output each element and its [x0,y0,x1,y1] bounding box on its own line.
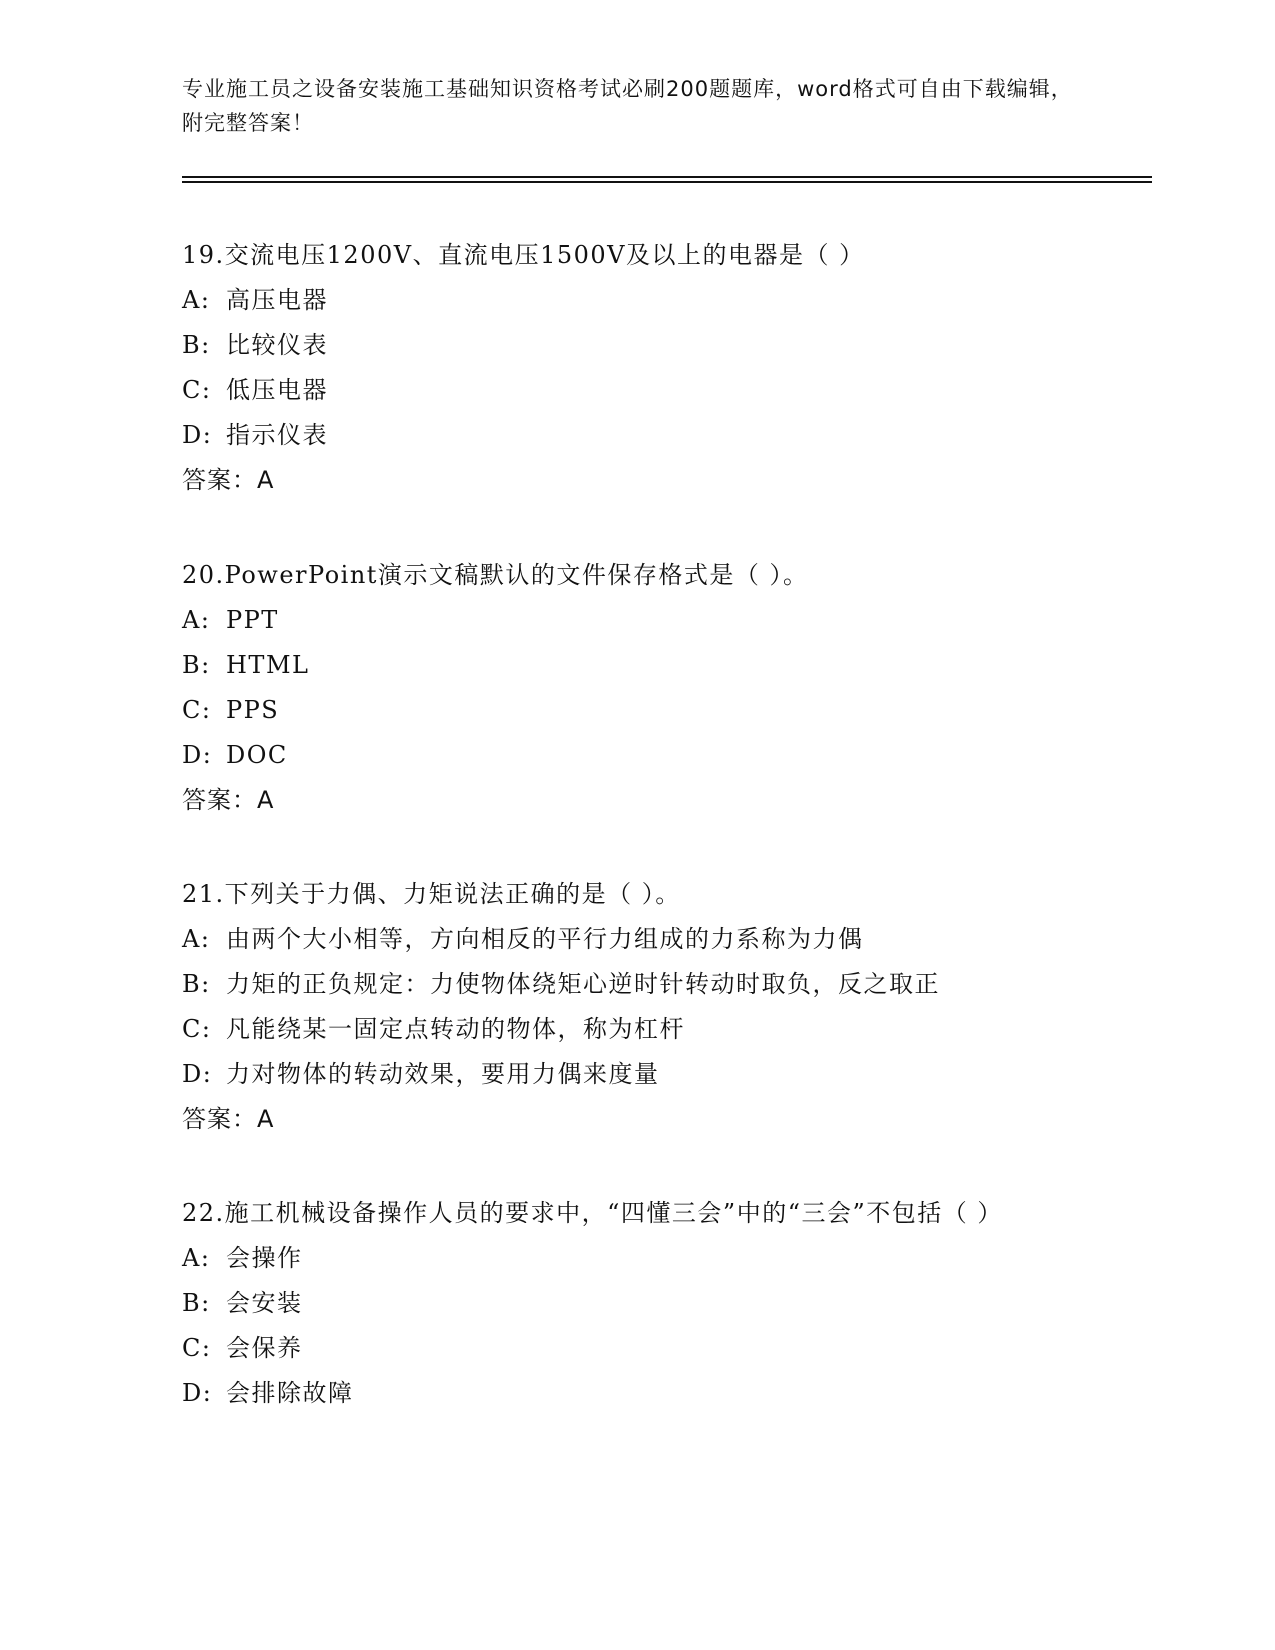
answer: 答案：A [182,466,275,494]
option-text: PPS [226,696,280,724]
option-text: 由两个大小相等，方向相反的平行力组成的力系称为力偶 [226,925,864,953]
option-text: 会排除故障 [226,1379,354,1407]
answer: 答案：A [182,786,275,814]
option-d [182,1371,1062,1416]
option-key: B: [182,331,211,359]
option-text: 低压电器 [226,376,328,404]
header-divider-top [182,176,1152,178]
option-text: 凡能绕某一固定点转动的物体，称为杠杆 [226,1015,685,1043]
option-text: 高压电器 [226,286,328,314]
question-stem: 22.施工机械设备操作人员的要求中，“四懂三会”中的“三会”不包括（ ） [182,1199,1003,1227]
question-stem: 21.下列关于力偶、力矩说法正确的是（ ）。 [182,880,681,908]
option-a [182,1236,1062,1281]
option-b [182,1281,1062,1326]
question-stem: 19.交流电压1200V、直流电压1500V及以上的电器是（ ） [182,241,865,269]
option-d [182,413,1062,458]
question-20 [182,553,1062,823]
option-c [182,368,1062,413]
option-text: 会操作 [226,1244,303,1272]
option-text: 比较仪表 [226,331,328,359]
option-a [182,278,1062,323]
option-key: B: [182,970,211,998]
option-d [182,1052,1062,1097]
answer: 答案：A [182,1105,275,1133]
option-key: B: [182,651,211,679]
option-text: DOC [226,741,288,769]
option-key: A: [182,286,211,314]
option-key: A: [182,1244,211,1272]
option-text: 力矩的正负规定：力使物体绕矩心逆时针转动时取负，反之取正 [226,970,940,998]
option-text: 会保养 [226,1334,303,1362]
option-text: PPT [226,606,279,634]
option-c [182,1007,1062,1052]
option-d [182,733,1062,778]
option-key: C: [182,1015,212,1043]
option-key: D: [182,1379,213,1407]
option-key: A: [182,925,211,953]
option-b [182,323,1062,368]
option-a [182,598,1062,643]
header-divider-bottom [182,181,1152,183]
document-header: 专业施工员之设备安装施工基础知识资格考试必刷200题题库，word格式可自由下载编辑，附完整答案！ [182,77,1073,135]
option-b [182,643,1062,688]
option-key: B: [182,1289,211,1317]
option-a [182,917,1062,962]
question-stem: 20.PowerPoint演示文稿默认的文件保存格式是（ ）。 [182,561,809,589]
question-22 [182,1191,1062,1416]
option-key: C: [182,376,212,404]
option-text: 会安装 [226,1289,303,1317]
option-key: D: [182,741,213,769]
option-key: A: [182,606,211,634]
option-key: D: [182,421,213,449]
option-key: C: [182,1334,212,1362]
option-c [182,1326,1062,1371]
option-b [182,962,1062,1007]
option-text: 指示仪表 [226,421,328,449]
option-c [182,688,1062,733]
question-21 [182,872,1062,1142]
option-key: C: [182,696,212,724]
option-key: D: [182,1060,213,1088]
option-text: 力对物体的转动效果，要用力偶来度量 [226,1060,660,1088]
question-19 [182,233,1062,503]
option-text: HTML [226,651,310,679]
